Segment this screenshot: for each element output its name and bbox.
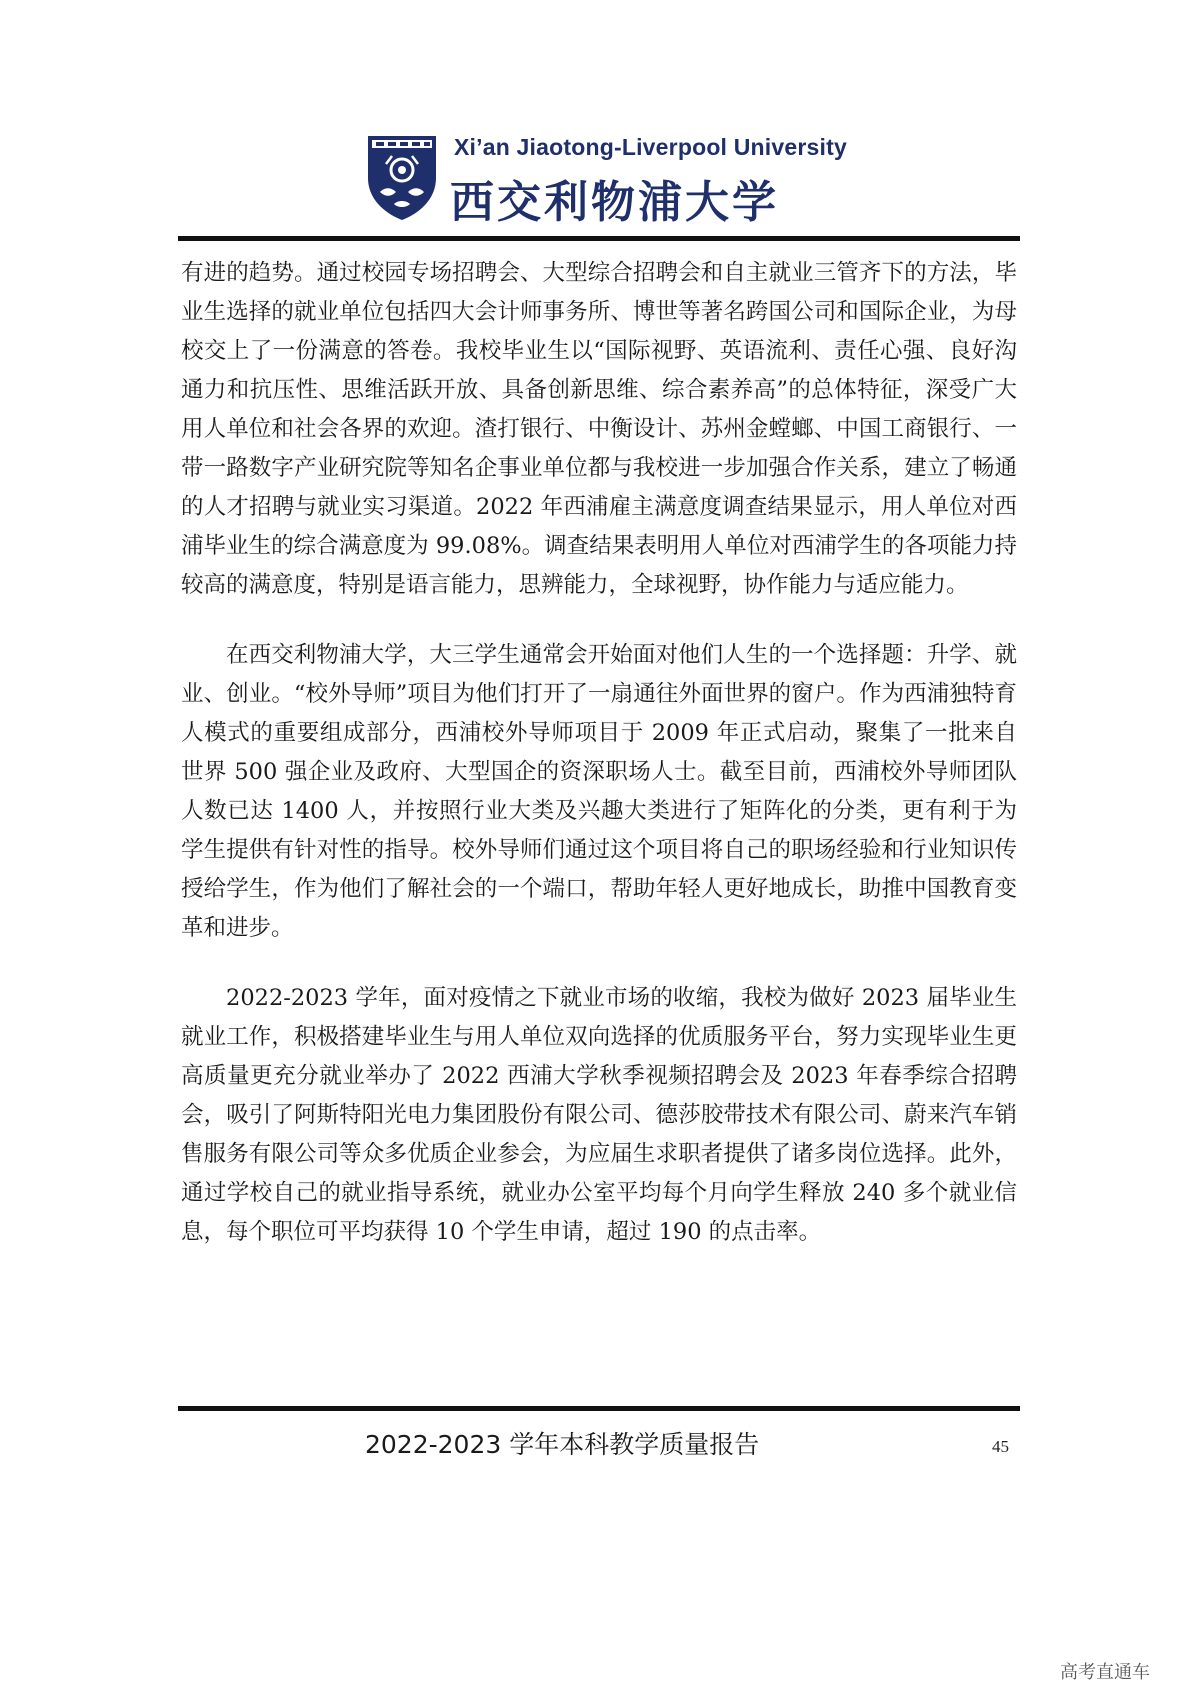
header-divider [178,236,1020,241]
body-paragraph: 2022-2023 学年，面对疫情之下就业市场的收缩，我校为做好 2023 届毕业生就业工作，积极搭建毕业生与用人单位双向选择的优质服务平台，努力实现毕业生更高质量更充分就业举办了 2022 西浦大学秋季视频招聘会及 2023 年春季综合招聘会，吸引了阿斯特阳光电力集团股份有限公司、德莎胶带技术有限公司、蔚来汽车销售服务有限公司等众多优质企业参会，为应届生求职者提供了诸多岗位选择。此外，通过学校自己的就业指导系统，就业办公室平均每个月向学生释放 240 多个就业信息，每个职位可平均获得 10 个学生申请，超过 190 的点击率。 [181,985,1017,1245]
university-crest-icon [366,134,438,222]
page-number: 45 [992,1437,1009,1456]
page-body [181,254,1017,1283]
university-name-english: Xi’an Jiaotong-Liverpool University [454,134,847,160]
page-header [366,134,847,228]
watermark-text: 高考直通车 [1060,1662,1150,1683]
footer-divider [178,1406,1020,1411]
body-paragraph: 在西交利物浦大学，大三学生通常会开始面对他们人生的一个选择题：升学、就业、创业。“校外导师”项目为他们打开了一扇通往外面世界的窗户。作为西浦独特育人模式的重要组成部分，西浦校外导师项目于 2009 年正式启动，聚集了一批来自世界 500 强企业及政府、大型国企的资深职场人士。截至目前，西浦校外导师团队人数已达 1400 人，并按照行业大类及兴趣大类进行了矩阵化的分类，更有利于为学生提供有针对性的指导。校外导师们通过这个项目将自己的职场经验和行业知识传授给学生，作为他们了解社会的一个端口，帮助年轻人更好地成长，助推中国教育变革和进步。 [181,642,1017,941]
university-name-chinese: 西交利物浦大学 [450,177,779,228]
report-title: 2022-2023 学年本科教学质量报告 [365,1430,760,1459]
body-paragraph: 有进的趋势。通过校园专场招聘会、大型综合招聘会和自主就业三管齐下的方法，毕业生选择的就业单位包括四大会计师事务所、博世等著名跨国公司和国际企业，为母校交上了一份满意的答卷。我校毕业生以“国际视野、英语流利、责任心强、良好沟通力和抗压性、思维活跃开放、具备创新思维、综合素养高”的总体特征，深受广大用人单位和社会各界的欢迎。渣打银行、中衡设计、苏州金螳螂、中国工商银行、一带一路数字产业研究院等知名企事业单位都与我校进一步加强合作关系，建立了畅通的人才招聘与就业实习渠道。2022 年西浦雇主满意度调查结果显示，用人单位对西浦毕业生的综合满意度为 99.08%。调查结果表明用人单位对西浦学生的各项能力持较高的满意度，特别是语言能力，思辨能力，全球视野，协作能力与适应能力。 [181,260,1017,598]
